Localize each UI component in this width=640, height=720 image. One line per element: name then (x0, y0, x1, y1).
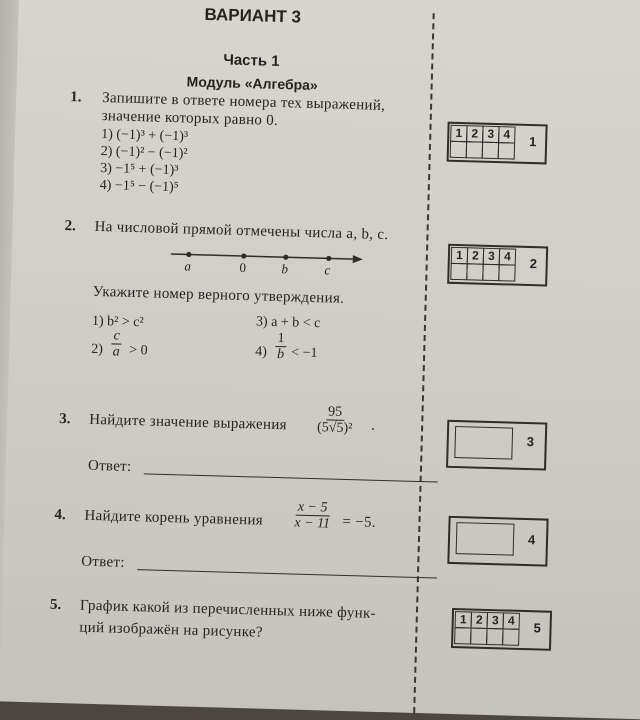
q5-task-number: 5 (533, 620, 542, 636)
fraction-denominator: x − 11 (294, 515, 331, 532)
q2-option-2-prefix: 2) (90, 341, 104, 358)
grid-cell[interactable] (466, 263, 483, 280)
q1-option-2: 2) (−1)² − (−1)² (100, 144, 188, 162)
q3-task-number: 3 (526, 434, 535, 450)
q2-option-2-suffix: > 0 (128, 342, 148, 359)
q5-text-line2: ций изображён на рисунке? (79, 619, 264, 641)
q2-task-number: 2 (529, 256, 538, 272)
q2-prompt: Укажите номер верного утверждения. (92, 283, 345, 307)
fraction-numerator: c (111, 328, 122, 344)
grid-digit: 1 (451, 247, 468, 264)
grid-cell[interactable] (482, 142, 499, 159)
q4-task-number: 4 (527, 532, 536, 548)
q1-text-line1: Запишите в ответе номера тех выражений, (101, 90, 386, 114)
q5-answer-grid[interactable] (455, 612, 520, 646)
point-c (326, 256, 331, 261)
q2-option-4-suffix: < −1 (290, 345, 318, 362)
q2-option-1: 1) b² > c² (91, 313, 144, 331)
cut-line (413, 13, 435, 713)
book-fold (0, 0, 20, 701)
q1-number: 1. (69, 89, 82, 106)
grid-cell[interactable] (498, 264, 515, 281)
q4-rhs: = −5. (342, 513, 377, 531)
fraction-numerator: 1 (275, 331, 286, 347)
q4-number: 4. (54, 506, 67, 524)
grid-cell[interactable] (486, 628, 503, 645)
axis-label-0: 0 (239, 259, 247, 276)
q4-answer-line[interactable] (137, 569, 437, 578)
q3-fraction (317, 404, 353, 437)
q2-answer-grid[interactable] (451, 248, 516, 282)
fraction-denominator: a (112, 344, 120, 360)
q1-option-3: 3) −1⁵ + (−1)³ (100, 160, 179, 179)
grid-cell[interactable] (482, 264, 499, 281)
q3-answer-line[interactable] (144, 473, 438, 482)
grid-digit: 3 (482, 126, 499, 143)
q3-text: Найдите значение выражения (88, 411, 288, 434)
fraction-denominator: b (276, 347, 285, 363)
variant-title: ВАРИАНТ 3 (204, 4, 302, 27)
q3-answer-label: Ответ: (87, 457, 132, 475)
grid-cell[interactable] (450, 141, 467, 158)
q2-option-3: 3) a + b < c (255, 314, 321, 332)
grid-cell[interactable] (498, 142, 515, 159)
q3-period: . (370, 417, 376, 434)
q2-option-4-fraction (275, 331, 287, 363)
q4-text: Найдите корень уравнения (84, 507, 264, 529)
q1-text-line2: значение которых равно 0. (101, 108, 279, 129)
q1-option-1: 1) (−1)³ + (−1)³ (100, 127, 189, 145)
module-title: Модуль «Алгебра» (186, 73, 318, 94)
q4-answer-label: Ответ: (81, 553, 126, 571)
point-a (186, 252, 191, 257)
grid-cell[interactable] (470, 628, 487, 645)
grid-digit: 3 (483, 248, 500, 265)
number-line (166, 244, 367, 280)
fraction-denominator: (5√5)² (316, 420, 353, 437)
grid-cell[interactable] (502, 628, 519, 645)
q3-answer-field[interactable] (454, 426, 513, 460)
q5-text-line1: График какой из перечисленных ниже функ- (79, 597, 377, 622)
q2-text: На числовой прямой отмечены числа a, b, c. (94, 218, 389, 244)
q3-number: 3. (59, 410, 71, 428)
number-line-arrow (353, 255, 363, 263)
grid-digit: 3 (487, 612, 504, 629)
point-b (283, 255, 288, 260)
axis-label-b: b (281, 261, 289, 277)
point-0 (241, 253, 246, 258)
q5-number: 5. (49, 596, 62, 614)
fraction-numerator: 95 (326, 404, 344, 420)
grid-digit: 1 (450, 125, 467, 142)
grid-digit: 4 (503, 612, 520, 629)
q2-option-4-prefix: 4) (254, 344, 268, 360)
q4-fraction (294, 500, 331, 533)
part-title: Часть 1 (223, 51, 280, 70)
grid-cell[interactable] (450, 263, 467, 280)
grid-digit: 4 (498, 126, 515, 143)
axis-label-a: a (184, 258, 192, 274)
q2-option-2-fraction (111, 328, 122, 360)
grid-digit: 4 (499, 248, 516, 265)
grid-digit: 2 (467, 247, 484, 264)
q2-number: 2. (64, 218, 77, 235)
q1-answer-grid[interactable] (451, 126, 516, 160)
grid-cell[interactable] (454, 627, 471, 644)
q4-answer-field[interactable] (456, 522, 515, 556)
grid-cell[interactable] (466, 141, 483, 158)
q1-task-number: 1 (528, 133, 537, 150)
grid-digit: 2 (471, 612, 488, 629)
grid-digit: 2 (466, 125, 483, 142)
fraction-numerator: x − 5 (296, 500, 330, 517)
axis-label-c: c (324, 262, 331, 278)
q1-option-4: 4) −1⁵ − (−1)⁵ (99, 177, 179, 196)
grid-digit: 1 (455, 611, 472, 628)
